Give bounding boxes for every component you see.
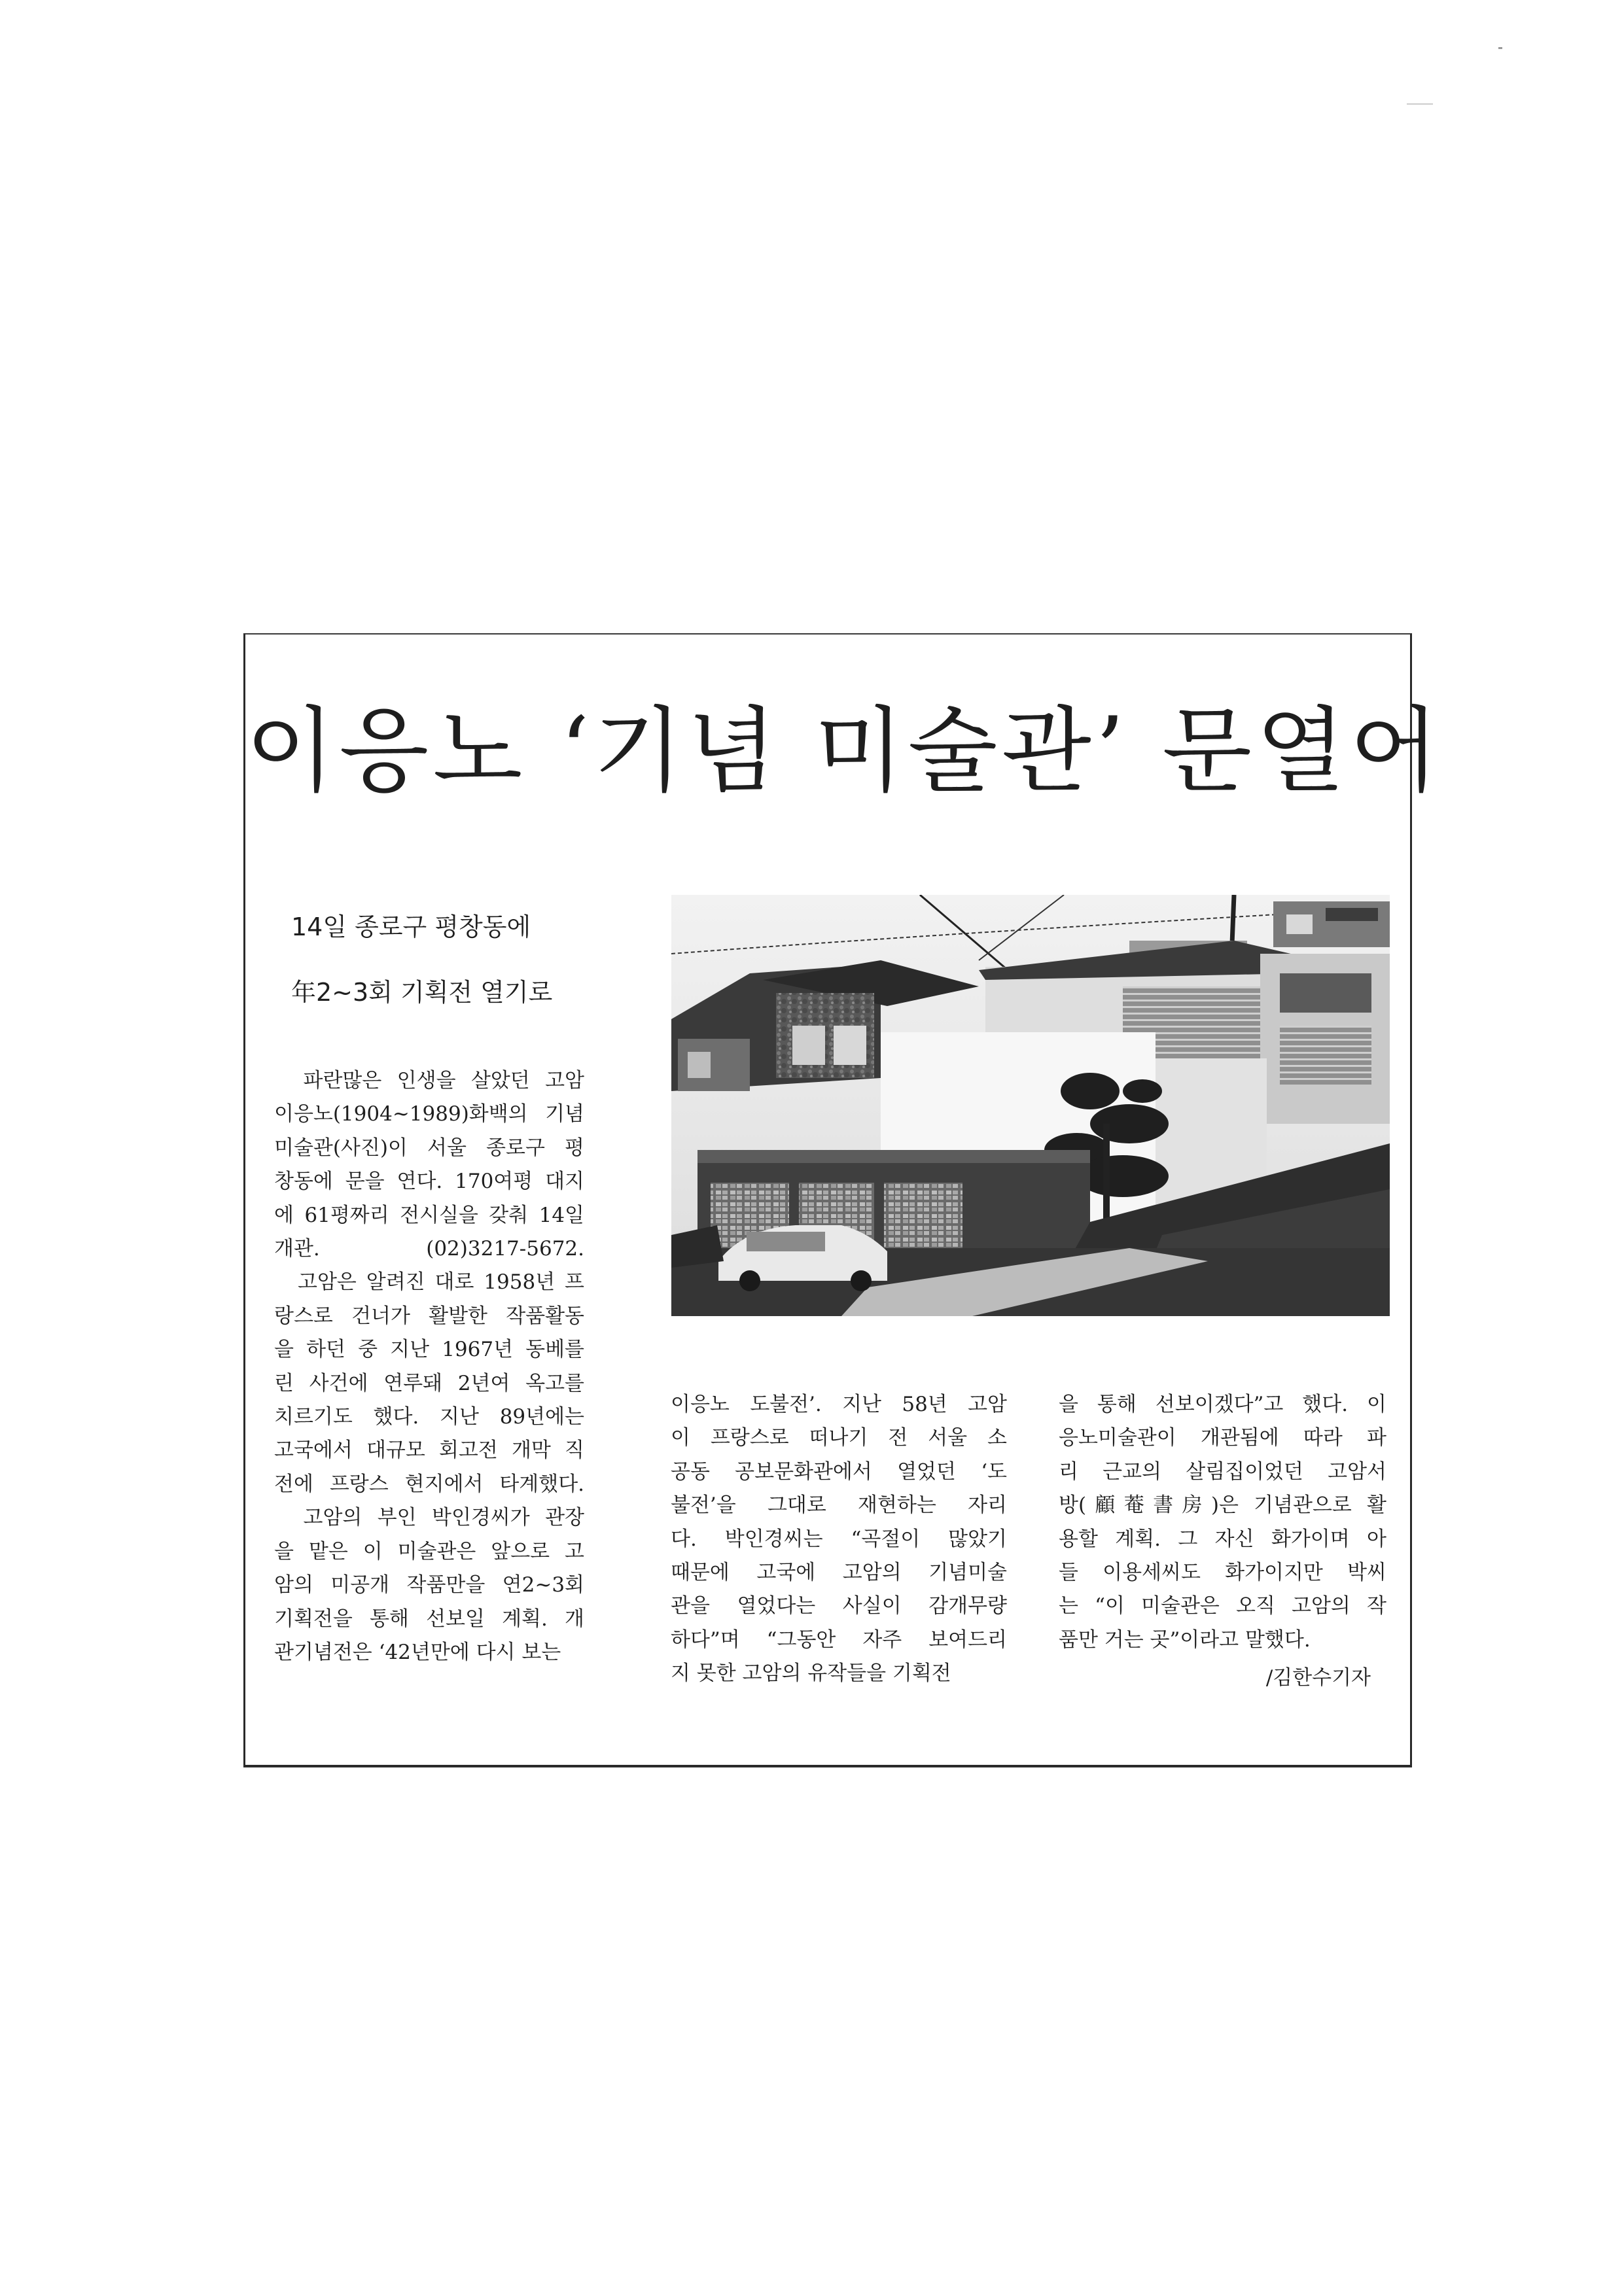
article-text-line: 때문에 고국에 고암의 기념미술 xyxy=(671,1561,1007,1585)
article-text-line: 관기념전은 ‘42년만에 다시 보는 xyxy=(274,1640,561,1664)
article-headline: 이응노 ‘기념 미술관’ 문열어 xyxy=(245,697,1443,805)
article-byline: /김한수기자 xyxy=(1265,1666,1371,1690)
article-text-line: 품만 거는 곳”이라고 말했다. xyxy=(1059,1627,1311,1652)
article-text-line: 을 통해 선보이겠다”고 했다. 이 xyxy=(1059,1393,1386,1416)
article-text-line: 고국에서 대규모 회고전 개막 직 xyxy=(274,1438,584,1463)
article-text-line: 리 근교의 살림집이었던 고암서 xyxy=(1059,1459,1386,1484)
article-text-line: 하다”며 “그동안 자주 보여드리 xyxy=(671,1627,1007,1652)
article-column-2 xyxy=(671,1388,1007,1691)
newspaper-clipping xyxy=(243,633,1443,1767)
article-subheadline-1: 14일 종로구 평창동에 xyxy=(291,913,531,941)
article-column-1 xyxy=(274,1064,584,1669)
article-text-line: 들 이용세씨도 화가이지만 박씨 xyxy=(1059,1561,1386,1585)
article-text-line: 전에 프랑스 현지에서 타계했다. xyxy=(274,1472,584,1496)
article-text-line: 암의 미공개 작품만을 연2~3회 xyxy=(274,1573,584,1597)
museum-building-photo xyxy=(671,895,1390,1316)
article-text-line: 이 프랑스로 떠나기 전 서울 소 xyxy=(671,1426,1007,1450)
article-text-line: 방(顧菴書房)은 기념관으로 활 xyxy=(1059,1493,1386,1518)
article-column-3 xyxy=(1059,1388,1386,1657)
article-text-line: 관을 열었다는 사실이 감개무량 xyxy=(671,1594,1007,1618)
scan-speck xyxy=(1407,103,1433,105)
article-text-line: 불전’을 그대로 재현하는 자리 xyxy=(671,1493,1007,1518)
article-text-line: 기획전을 통해 선보일 계획. 개 xyxy=(274,1607,584,1631)
article-text-line: 미술관(사진)이 서울 종로구 평 xyxy=(274,1136,584,1160)
article-text-line: 응노미술관이 개관됨에 따라 파 xyxy=(1059,1426,1386,1450)
article-text-line: 파란많은 인생을 살았던 고암 xyxy=(274,1069,584,1092)
article-text-line: 고암은 알려진 대로 1958년 프 xyxy=(274,1270,584,1295)
article-text-line: 용할 계획. 그 자신 화가이며 아 xyxy=(1059,1527,1386,1551)
article-text-line: 치르기도 했다. 지난 89년에는 xyxy=(274,1405,584,1429)
article-text-line: 을 맡은 이 미술관은 앞으로 고 xyxy=(274,1539,584,1563)
article-text-line: 다. 박인경씨는 “곡절이 많았기 xyxy=(671,1527,1007,1551)
article-text-line: 린 사건에 연루돼 2년여 옥고를 xyxy=(274,1371,584,1395)
article-text-line: 지 못한 고암의 유작들을 기획전 xyxy=(671,1661,951,1686)
article-text-line: 고암의 부인 박인경씨가 관장 xyxy=(274,1506,584,1530)
article-subheadline-2: 年2~3회 기획전 열기로 xyxy=(291,978,553,1007)
article-text-line: 에 61평짜리 전시실을 갖춰 14일 xyxy=(274,1203,584,1227)
article-text-line: 공동 공보문화관에서 열었던 ‘도 xyxy=(671,1459,1007,1484)
article-text-line: 창동에 문을 연다. 170여평 대지 xyxy=(274,1170,584,1194)
article-text-line: 을 하던 중 지난 1967년 동베를 xyxy=(274,1338,584,1362)
article-text-line: 는 “이 미술관은 오직 고암의 작 xyxy=(1059,1594,1386,1618)
article-text-line: 랑스로 건너가 활발한 작품활동 xyxy=(274,1304,584,1328)
article-text-line: 개관. (02)3217-5672. xyxy=(274,1237,584,1261)
scan-speck xyxy=(1498,47,1502,49)
article-text-line: 이응노(1904~1989)화백의 기념 xyxy=(274,1102,584,1126)
article-text-line: 이응노 도불전’. 지난 58년 고암 xyxy=(671,1393,1007,1416)
